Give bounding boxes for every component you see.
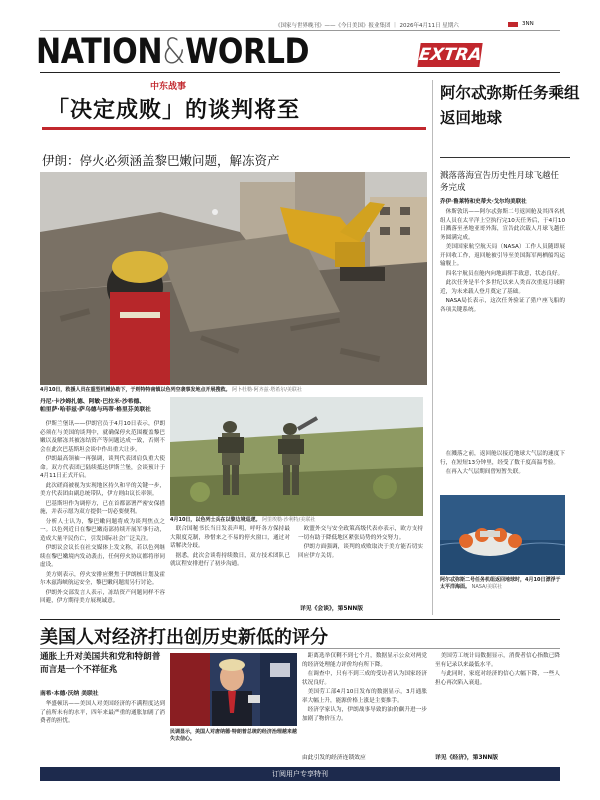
photo2-caption — [170, 517, 423, 524]
economy-subheadline: 通胀上升对美国共和党和特朗普而言是一个不祥征兆 — [40, 652, 161, 675]
trump-photo[interactable] — [170, 653, 297, 726]
paragraph: 伊斯兰堡讯——伊朗官员于4月10日表示，伊朗必须在与美国的谈判中，就确保停火范围覆盖黎巴嫩以及解冻其被冻结资产等问题达成一致，否则不会在此次巴基斯坦会谈中作出重大让步。 — [40, 421, 165, 453]
sidebar-headline[interactable]: 阿尔忒弥斯任务乘组返回地球 — [440, 83, 580, 127]
paragraph: 分析人士认为，黎巴嫩问题将成为谈判焦点之一。以色列近日在黎巴嫩南部持续开展军事行动，造成大量平民伤亡，引发国际社会广泛关注。 — [40, 518, 165, 542]
extra-badge: EXTRA — [417, 45, 483, 65]
paragraph: 美国国家航空航天局（NASA）工作人员随即展开回收工作，返回舱被引导至美国海军两栖船坞运输舰上。 — [440, 244, 565, 267]
paragraph: 伊朗最高领袖一再强调，谈判代表团肩负重大使命。双方代表团已陆续抵达伊斯兰堡，会谈预计于4月11日正式开启。 — [40, 456, 165, 479]
column-divider — [432, 80, 433, 615]
paragraph: 伊朗方面强调，谈判的成败取决于美方能否切实回应伊方关切。 — [298, 544, 423, 559]
paragraph: 欧盟外交与安全政策高级代表亦表示，欧方支持一切有助于降低地区紧张局势的外交努力。 — [298, 526, 423, 541]
soldiers-illustration — [170, 397, 423, 516]
paragraph: 四名宇航员在舱内向地面挥手致意，状态良好。 — [445, 270, 564, 277]
photo2-caption-text: 4月10日，以色列士兵在以黎边境巡逻。 — [170, 517, 261, 523]
top-bar — [0, 0, 600, 30]
economy-column-4 — [435, 652, 560, 747]
lead-byline — [40, 398, 165, 414]
trump-illustration — [170, 653, 297, 726]
paragraph: 此次任务是半个多世纪以来人类首次重返月球附近，为未来载人登月奠定了基础。 — [440, 280, 565, 295]
section-rule — [40, 619, 560, 620]
photo3-caption-text: 阿尔忒弥斯二号任务机组返回地球时，4月10日漂浮于太平洋海面。 — [440, 577, 561, 590]
paragraph: 美方则表示，停火安排应聚焦于伊朗核计划及霍尔木兹海峡航运安全，黎巴嫩问题需另行讨论。 — [40, 571, 165, 586]
masthead-ampersand: & — [162, 32, 186, 72]
sidebar-body — [440, 208, 565, 440]
photo4-caption-text: 民调显示，美国人对唐纳德·特朗普总统的经济治理越来越失去信心。 — [170, 729, 297, 742]
photo1-caption — [40, 387, 427, 394]
sidebar-more — [440, 450, 565, 490]
subscriber-footer: 订阅用户专享特刊 — [40, 767, 560, 781]
masthead — [36, 34, 456, 70]
lead-column-3 — [170, 525, 290, 615]
paragraph: 距离选举仅剩不到七个月，数据显示公众对两党的经济处理能力评价均有所下降。 — [302, 653, 427, 668]
economy-column-1 — [40, 700, 165, 762]
paragraph: 美国劳工部4月10日发布的数据显示，3月通胀率大幅上升，能源价格上涨是主要推手。 — [302, 689, 427, 704]
paragraph: 在再入大气层期间曾短暂失联。 — [445, 469, 524, 475]
paragraph: 在调查中，只有不到三成的受访者认为国家经济状况良好。 — [302, 671, 427, 686]
rubble-rescue-illustration — [40, 172, 427, 385]
photo2-credit: 阿里埃勒·沙利特/美联社 — [262, 517, 316, 523]
top-rule — [40, 30, 560, 31]
paragraph: 在溅落之前，返回舱以接近地球大气层的速度下行，在短短13分钟里，经受了数千度高温考验。 — [440, 451, 565, 466]
sidebar-rule — [440, 157, 570, 158]
photo4-caption — [170, 729, 297, 743]
paragraph: 巴基斯坦作为调停方，已在首都部署严密安保措施，并表示愿为双方提供一切必要便利。 — [40, 500, 165, 515]
economy-headline[interactable]: 美国人对经济打出创历史新低的评分 — [40, 627, 328, 648]
splashdown-illustration — [440, 495, 565, 575]
paragraph: NASA局长表示，这次任务验证了猎户座飞船的各项关键系统。 — [440, 298, 565, 313]
photo1-credit: 阿卜杜勒·阿齐兹·塔希尔/美联社 — [232, 387, 302, 393]
splashdown-photo[interactable] — [440, 495, 565, 575]
masthead-title — [36, 34, 397, 70]
paragraph: 据悉，此次会谈将持续数日，双方技术团队已就议程安排进行了初步沟通。 — [170, 552, 290, 567]
sidebar-byline: 乔伊·鲁莱特和史蒂夫·戈尔均美联社 — [440, 199, 527, 205]
economy-byline: 南希·本德·沃纳 美联社 — [40, 691, 99, 697]
masthead-nation: NATION — [36, 32, 163, 72]
photo1-caption-text: 4月10日，救援人员在重型机械协助下，于则特特南镇以色列空袭事发地点开展搜救。 — [40, 387, 231, 393]
paragraph: 美国劳工统计局数据显示，消费者信心指数已降至有记录以来最低水平。 — [435, 653, 560, 668]
economy-rule — [40, 648, 560, 649]
section-label: 中东战事 — [150, 82, 187, 92]
page-marker — [508, 22, 518, 27]
lead-see-more-link[interactable]: 详见《会谈》，第5NN版 — [300, 606, 364, 612]
lead-column-1 — [40, 420, 165, 616]
paragraph: 经济学家认为，伊朗战事导致的油价飙升进一步加剧了物价压力。 — [302, 707, 427, 722]
paragraph: 伊朗议会议长在社交媒体上发文称，若以色列继续在黎巴嫩境内发动袭击，任何停火协议都将形同虚设。 — [40, 545, 165, 568]
paragraph: 伊朗外交部发言人表示，冻结资产问题同样不容回避，伊方期待美方展现诚意。 — [40, 589, 165, 604]
paragraph: 联合国秘书长当日发表声明，呼吁各方保持最大限度克制，珍惜来之不易的停火窗口，通过对话解决分歧。 — [170, 526, 290, 549]
lead-byline-2: 帕里萨·哈菲兹·萨乌德与玛蒂·格里芬美联社 — [40, 407, 151, 413]
paragraph: 此次磋商被视为实现地区持久和平的关键一步，美方代表团由副总统带队，伊方则由议长率领。 — [40, 482, 165, 497]
lead-headline[interactable]: 「决定成败」的谈判将至 — [47, 97, 301, 123]
paragraph: 休斯敦讯——阿尔忒弥斯二号返回舱及其四名机组人员在太平洋上空执行完10天任务后，于4月10日溅落至圣地亚哥外海，宣告此次载人月球飞越任务圆满完成。 — [440, 209, 565, 241]
headline-rule — [42, 127, 426, 130]
sidebar-subheadline: 溅落落海宣告历史性月球飞越任务完成 — [440, 171, 560, 193]
lead-byline-1: 丹尼·卡沙姆扎德、阿敏·巴拉米·沙希德、 — [40, 399, 146, 405]
masthead-world: WORLD — [185, 32, 310, 72]
masthead-rule — [40, 72, 560, 73]
soldiers-photo[interactable] — [170, 397, 423, 516]
economy-see-more-link[interactable]: 详见《经济》，第3NN版 — [435, 755, 499, 761]
page-number: 3NN — [522, 21, 534, 27]
photo3-caption — [440, 577, 565, 591]
photo3-credit: NASA/美联社 — [471, 584, 503, 590]
paragraph: 与此同时，家庭对经济的信心大幅下降，一些人担心再次陷入衰退。 — [435, 671, 560, 686]
rubble-rescue-photo[interactable] — [40, 172, 427, 385]
economy-column-2 — [302, 652, 427, 747]
lead-column-4 — [298, 525, 423, 600]
paragraph: 华盛顿讯——美国人对美国经济的不满程度达到了前所未有的水平，四年来最严重的通胀加剧了消费者的担忧。 — [40, 701, 165, 724]
economy-pull-note: 由此引发的经济连锁效应 — [302, 755, 366, 761]
lead-subheadline: 伊朗：停火必须涵盖黎巴嫩问题，解冻资产 — [42, 153, 280, 168]
edition-info: 《国家与世界晚刊》——《今日美国》报业集团 ｜ 2026年4月11日 星期六 — [275, 23, 459, 29]
